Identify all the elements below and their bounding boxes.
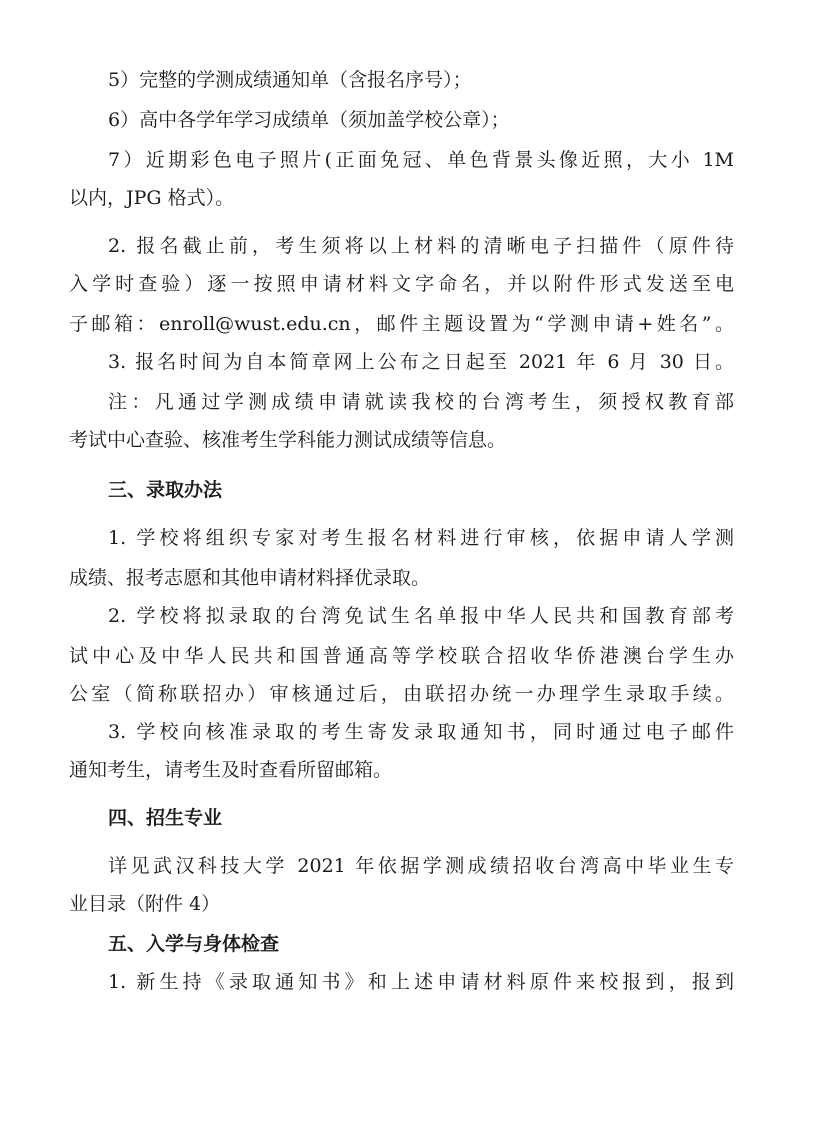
paragraph-3: 3. 报名时间为自本简章网上公布之日起至 2021 年 6 月 30 日。 bbox=[108, 351, 734, 373]
section-heading-admission: 三、录取办法 bbox=[108, 479, 223, 501]
admission-item-2-line-1: 2. 学校将拟录取的台湾免试生名单报中华人民共和国教育部考 bbox=[108, 605, 734, 627]
list-item-7: 7）近期彩色电子照片(正面免冠、单色背景头像近照，大小 1M bbox=[108, 149, 734, 171]
note-line-2: 考试中心查验、核准考生学科能力测试成绩等信息。 bbox=[69, 429, 507, 451]
paragraph-2-line-3: 子邮箱：enroll@wust.edu.cn，邮件主题设置为“学测申请+姓名”。 bbox=[69, 313, 734, 335]
admission-item-3-line-2: 通知考生，请考生及时查看所留邮箱。 bbox=[69, 759, 393, 781]
admission-item-3-line-1: 3. 学校向核准录取的考生寄发录取通知书，同时通过电子邮件 bbox=[108, 721, 734, 743]
admission-item-2-line-2: 试中心及中华人民共和国普通高等学校联合招收华侨港澳台学生办 bbox=[69, 645, 734, 667]
admission-item-2-line-3: 公室（简称联招办）审核通过后，由联招办统一办理学生录取手续。 bbox=[69, 683, 734, 705]
list-item-7-cont: 以内，JPG 格式）。 bbox=[69, 187, 235, 209]
paragraph-2-line-1: 2. 报名截止前，考生须将以上材料的清晰电子扫描件（原件待 bbox=[108, 235, 734, 257]
enrollment-item-1: 1. 新生持《录取通知书》和上述申请材料原件来校报到，报到 bbox=[108, 971, 734, 993]
majors-line-2: 业目录（附件 4） bbox=[69, 893, 221, 915]
admission-item-1-line-2: 成绩、报考志愿和其他申请材料择优录取。 bbox=[69, 567, 431, 589]
list-item-5: 5）完整的学测成绩通知单（含报名序号）； bbox=[108, 69, 472, 91]
paragraph-2-line-2: 入学时查验）逐一按照申请材料文字命名，并以附件形式发送至电 bbox=[69, 273, 734, 295]
list-item-6: 6）高中各学年学习成绩单（须加盖学校公章）； bbox=[108, 109, 510, 131]
section-heading-enrollment: 五、入学与身体检查 bbox=[108, 933, 280, 955]
section-heading-majors: 四、招生专业 bbox=[108, 807, 223, 829]
admission-item-1-line-1: 1. 学校将组织专家对考生报名材料进行审核，依据申请人学测 bbox=[108, 527, 734, 549]
majors-line-1: 详见武汉科技大学 2021 年依据学测成绩招收台湾高中毕业生专 bbox=[108, 855, 734, 877]
note-line-1: 注：凡通过学测成绩申请就读我校的台湾考生，须授权教育部 bbox=[108, 391, 734, 413]
